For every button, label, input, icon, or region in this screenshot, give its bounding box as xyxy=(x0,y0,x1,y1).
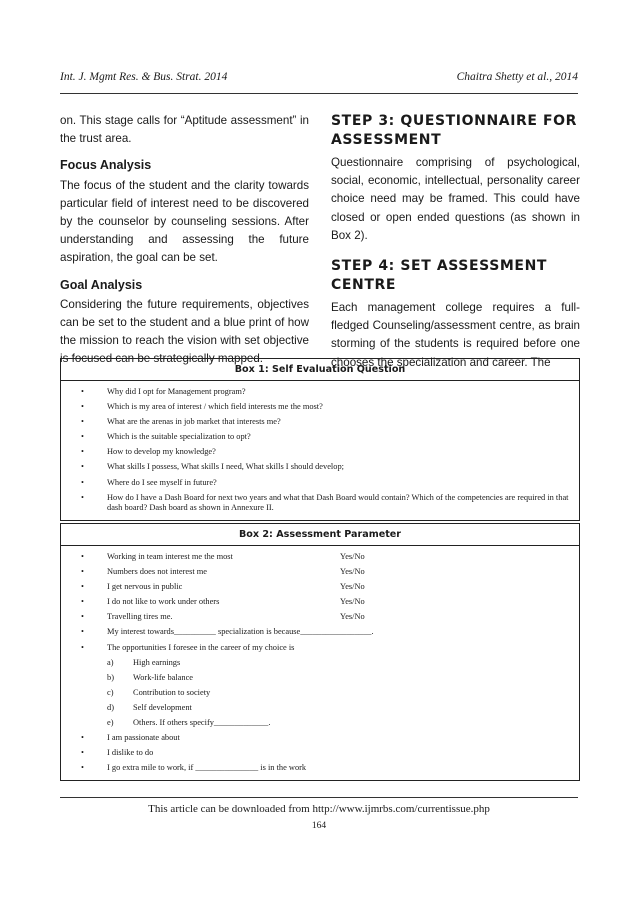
step3-paragraph: Questionnaire comprising of psychological, social, economic, intellectual, personality career choice need may be framed. This could have closed or open ended questions (as shown in Box 2). xyxy=(331,156,580,242)
list-item xyxy=(61,478,579,489)
box1-title: Box 1: Self Evaluation Question xyxy=(61,359,579,381)
step4-paragraph: Each management college requires a full-fledged Counseling/assessment centre, as brain storming of the students is required before one chooses the specialization and career. The xyxy=(331,301,580,369)
yes-no-option: Yes/No xyxy=(340,582,365,592)
bullet: • xyxy=(81,597,84,607)
sub-item-letter: e) xyxy=(107,718,114,728)
parameter-text: I get nervous in public xyxy=(107,582,183,592)
author-line: Chaitra Shetty et al., 2014 xyxy=(456,71,578,83)
box2-assessment-parameter xyxy=(60,523,580,781)
sub-item-text: Work-life balance xyxy=(133,672,194,682)
parameter-text: Numbers does not interest me xyxy=(107,567,208,577)
right-column xyxy=(331,112,580,372)
list-item xyxy=(61,567,579,578)
goal-analysis-heading: Goal Analysis xyxy=(60,277,143,292)
question-text: Where do I see myself in future? xyxy=(107,477,217,487)
question-text: Why did I opt for Management program? xyxy=(107,387,246,396)
step3-heading: STEP 3: QUESTIONNAIRE FOR ASSESSMENT xyxy=(331,113,578,148)
yes-no-option: Yes/No xyxy=(340,597,365,607)
list-item xyxy=(61,387,579,398)
bullet: • xyxy=(81,642,84,652)
sub-item-text: High earnings xyxy=(133,657,181,667)
goal-analysis-paragraph: Considering the future requirements, objectives can be set to the student and a blue print of how the mission to reach the vision with set objective is focused can be strategically mapped. xyxy=(60,297,309,366)
bullet: • xyxy=(81,582,84,592)
box1-self-evaluation xyxy=(60,358,580,521)
list-item xyxy=(61,612,579,623)
question-text: Which is my area of interest / which field interests me the most? xyxy=(107,402,323,412)
list-item xyxy=(61,733,579,744)
parameter-text: I go extra mile to work, if _______________ is in the work xyxy=(107,763,307,773)
parameter-text: I dislike to do xyxy=(107,748,154,758)
download-note: This article can be downloaded from http://www.ijmrbs.com/currentissue.php xyxy=(148,803,490,815)
question-text: How do I have a Dash Board for next two years and what that Dash Board would contain? Which of the competencies are required in that dash board? Dash board as shown in Annexure II. xyxy=(107,492,569,513)
list-item xyxy=(61,627,579,638)
yes-no-option: Yes/No xyxy=(340,612,365,622)
list-item xyxy=(61,432,579,443)
list-item xyxy=(61,582,579,593)
sub-item-letter: d) xyxy=(107,702,114,712)
list-item xyxy=(61,447,579,458)
question-text: Which is the suitable specialization to opt? xyxy=(107,432,251,442)
parameter-text: The opportunities I foresee in the career of my choice is xyxy=(107,642,295,652)
sub-item-text: Contribution to society xyxy=(133,687,211,697)
parameter-text: My interest towards__________ specialization is because_________________. xyxy=(107,627,374,637)
header-rule xyxy=(60,93,578,94)
sub-item-letter: c) xyxy=(107,687,114,697)
list-item xyxy=(61,493,579,514)
bullet: • xyxy=(81,733,84,743)
intro-paragraph: on. This stage calls for “Aptitude assessment” in the trust area. xyxy=(60,114,309,146)
question-text: What skills I possess, What skills I need, What skills I should develop; xyxy=(107,462,344,472)
focus-analysis-heading: Focus Analysis xyxy=(60,158,152,173)
bullet: • xyxy=(81,402,84,412)
sub-item-text: Self development xyxy=(133,702,192,712)
bullet: • xyxy=(81,763,84,773)
journal-name: Int. J. Mgmt Res. & Bus. Strat. 2014 xyxy=(60,71,228,83)
bullet: • xyxy=(81,447,84,457)
question-text: What are the arenas in job market that interests me? xyxy=(107,417,281,427)
bullet: • xyxy=(81,567,84,577)
bullet: • xyxy=(81,462,84,472)
bullet: • xyxy=(81,387,84,396)
sub-list-item xyxy=(61,703,579,714)
list-item xyxy=(61,643,579,654)
step4-heading: STEP 4: SET ASSESSMENT CENTRE xyxy=(331,258,548,294)
page-number: 164 xyxy=(311,821,327,831)
bullet: • xyxy=(81,612,84,622)
bullet: • xyxy=(81,627,84,637)
list-item xyxy=(61,402,579,413)
footer-rule xyxy=(60,797,578,798)
list-item xyxy=(61,552,579,563)
parameter-text: Working in team interest me the most xyxy=(107,552,233,561)
bullet: • xyxy=(81,552,84,561)
sub-item-text: Others. If others specify_____________. xyxy=(133,718,271,728)
sub-list-item xyxy=(61,688,579,699)
bullet: • xyxy=(81,748,84,758)
sub-item-letter: b) xyxy=(107,672,114,682)
list-item xyxy=(61,417,579,428)
bullet: • xyxy=(81,417,84,427)
list-item xyxy=(61,597,579,608)
yes-no-option: Yes/No xyxy=(340,567,365,577)
box2-title: Box 2: Assessment Parameter xyxy=(61,524,579,546)
focus-analysis-paragraph: The focus of the student and the clarity towards particular field of interest need to be discovered by the counselor by counseling sessions. After understanding and assessing the future aspiration, the goal can be set. xyxy=(60,178,309,265)
bullet: • xyxy=(81,492,84,502)
parameter-text: I am passionate about xyxy=(107,733,180,743)
sub-item-letter: a) xyxy=(107,657,114,667)
bullet: • xyxy=(81,432,84,442)
sub-list-item xyxy=(61,658,579,669)
question-text: How to develop my knowledge? xyxy=(107,447,216,457)
list-item xyxy=(61,462,579,473)
list-item xyxy=(61,763,579,774)
sub-list-item xyxy=(61,673,579,684)
parameter-text: I do not like to work under others xyxy=(107,597,220,607)
bullet: • xyxy=(81,477,84,487)
parameter-text: Travelling tires me. xyxy=(107,612,173,622)
sub-list-item xyxy=(61,718,579,729)
list-item xyxy=(61,748,579,759)
left-column xyxy=(60,112,309,369)
yes-no-option: Yes/No xyxy=(340,552,365,561)
